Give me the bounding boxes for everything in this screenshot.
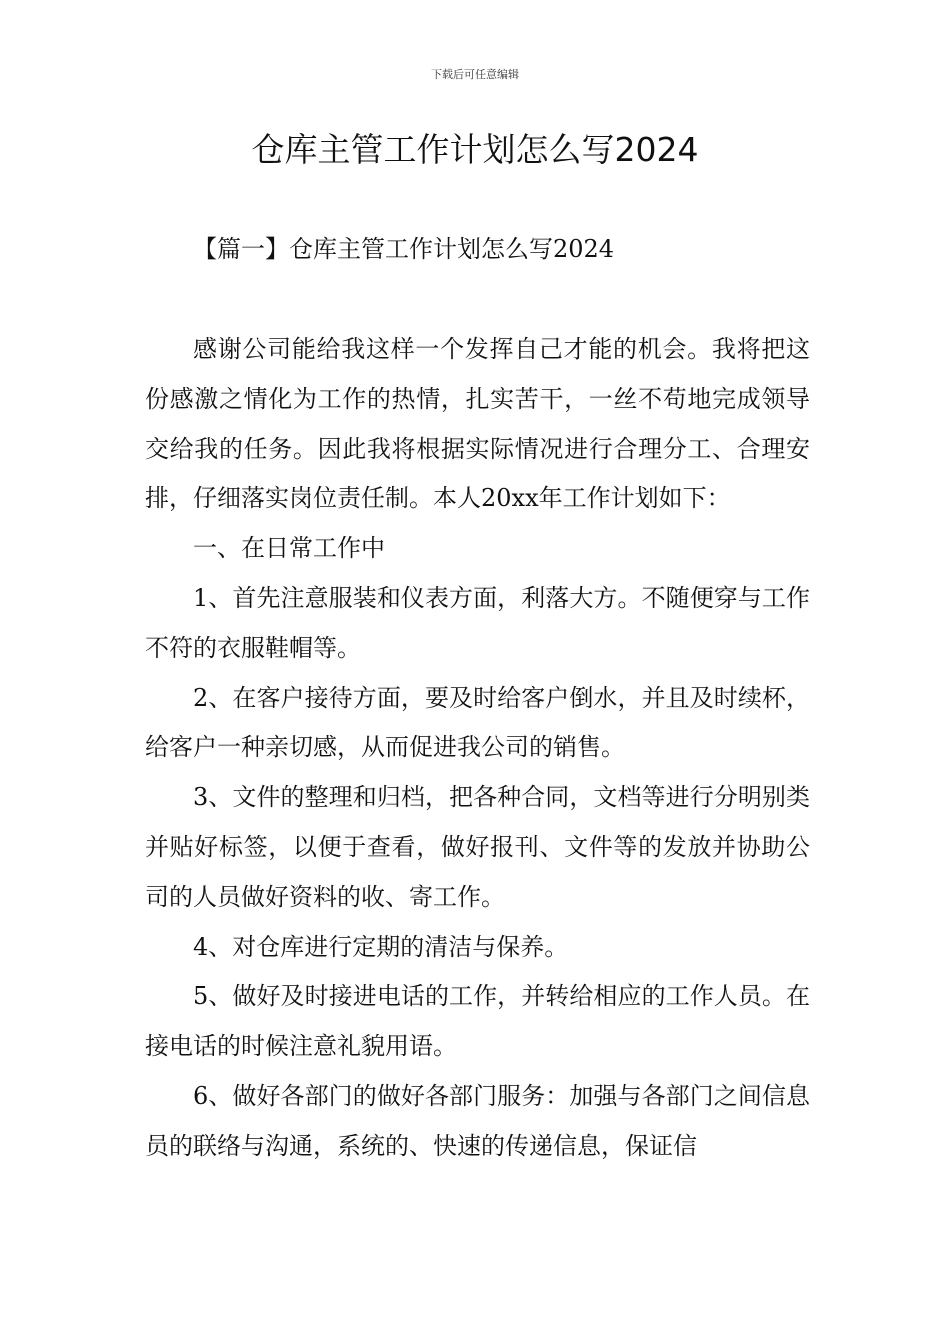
header-note: 下载后可任意编辑 <box>431 68 519 81</box>
paragraph-item-2: 2、在客户接待方面，要及时给客户倒水，并且及时续杯，给客户一种亲切感，从而促进我公司的销售。 <box>145 683 810 762</box>
paragraph-item-6: 6、做好各部门的做好各部门服务：加强与各部门之间信息员的联络与沟通，系统的、快速的传递信息，保证信 <box>145 1081 810 1160</box>
section-heading: 【篇一】仓库主管工作计划怎么写2024 <box>193 235 615 263</box>
paragraph-item-3: 3、文件的整理和归档，把各种合同，文档等进行分明别类并贴好标签，以便于查看，做好报刊、文件等的发放并协助公司的人员做好资料的收、寄工作。 <box>145 783 810 911</box>
paragraph-item-4: 4、对仓库进行定期的清洁与保养。 <box>193 932 569 961</box>
document-body <box>145 325 810 1172</box>
paragraph-item-5: 5、做好及时接进电话的工作，并转给相应的工作人员。在接电话的时候注意礼貌用语。 <box>145 982 810 1061</box>
paragraph-item-1: 1、首先注意服装和仪表方面，利落大方。不随便穿与工作不符的衣服鞋帽等。 <box>145 583 810 662</box>
paragraph-section-1: 一、在日常工作中 <box>193 534 385 563</box>
document-title: 仓库主管工作计划怎么写2024 <box>251 130 699 169</box>
paragraph-intro: 感谢公司能给我这样一个发挥自己才能的机会。我将把这份感激之情化为工作的热情，扎实苦干，一丝不苟地完成领导交给我的任务。因此我将根据实际情况进行合理分工、合理安排，仔细落实岗位责任制。本人20xx年工作计划如下： <box>145 335 810 513</box>
